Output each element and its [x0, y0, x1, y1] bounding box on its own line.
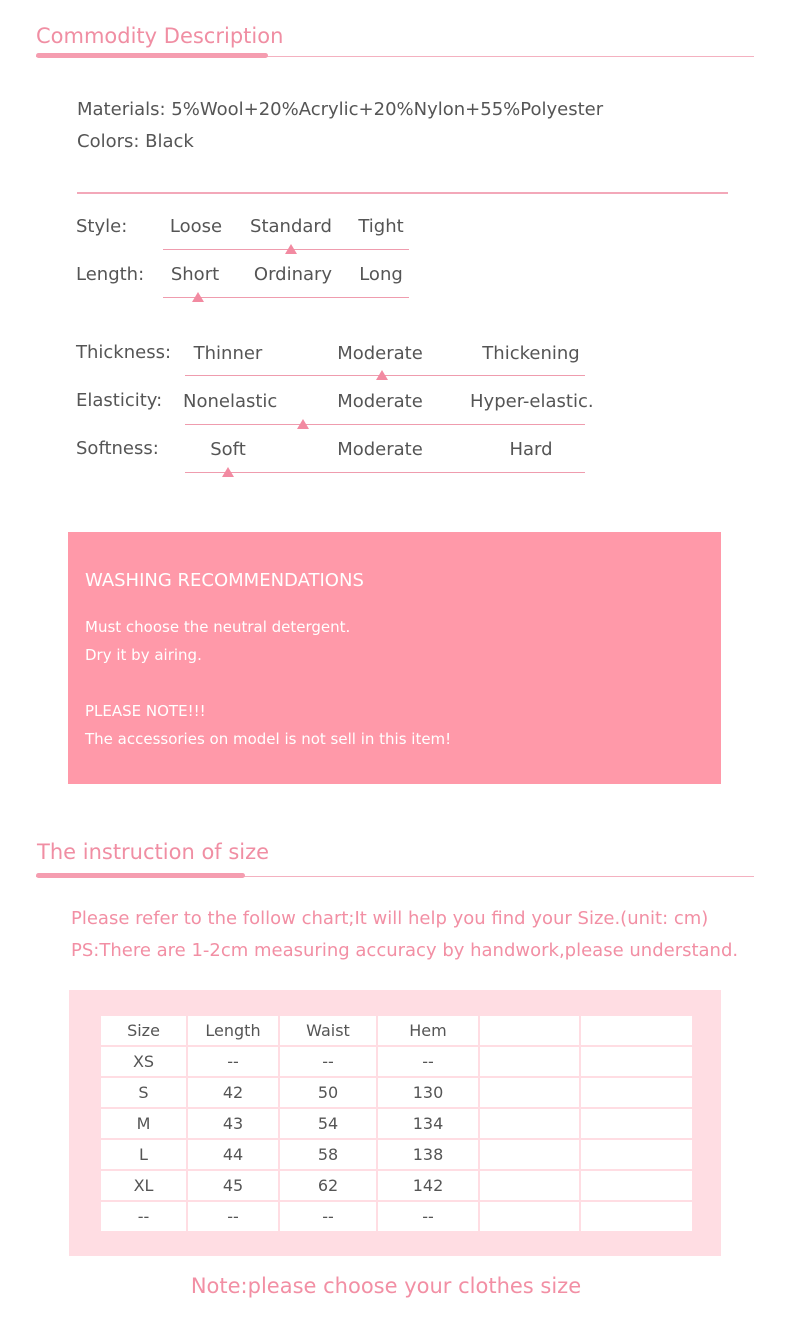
- washing-line-airing: Dry it by airing.: [85, 646, 202, 664]
- header-length: Length: [188, 1016, 278, 1045]
- washing-title: WASHING RECOMMENDATIONS: [85, 570, 364, 591]
- style-scale-marker: [285, 244, 297, 254]
- cell-waist: --: [280, 1202, 376, 1231]
- header-waist: Waist: [280, 1016, 376, 1045]
- softness-option-soft: Soft: [210, 439, 246, 460]
- size-instruction-line: Please refer to the follow chart;It will help you find your Size.(unit: cm): [71, 908, 709, 929]
- cell-length: 45: [188, 1171, 278, 1200]
- cell-empty: [581, 1202, 692, 1231]
- elasticity-option-moderate: Moderate: [337, 391, 423, 412]
- length-option-long: Long: [359, 264, 403, 285]
- cell-hem: 142: [378, 1171, 478, 1200]
- cell-length: 44: [188, 1140, 278, 1169]
- style-option-tight: Tight: [358, 216, 404, 237]
- cell-empty: [480, 1140, 579, 1169]
- colors-text: Colors: Black: [77, 131, 194, 152]
- size-table: [99, 1014, 694, 1233]
- description-divider: [77, 192, 728, 194]
- elasticity-option-nonelastic: Nonelastic: [183, 391, 278, 412]
- cell-hem: 138: [378, 1140, 478, 1169]
- elasticity-option-hyper-elastic: Hyper-elastic.: [470, 391, 594, 412]
- softness-scale-line: [185, 472, 585, 473]
- size-table-panel: [69, 990, 721, 1256]
- softness-option-hard: Hard: [509, 439, 553, 460]
- table-row: [101, 1171, 692, 1200]
- elasticity-label: Elasticity:: [76, 390, 163, 411]
- table-row: [101, 1109, 692, 1138]
- choose-size-note: Note:please choose your clothes size: [190, 1274, 582, 1298]
- cell-hem: 134: [378, 1109, 478, 1138]
- cell-hem: --: [378, 1202, 478, 1231]
- elasticity-scale-marker: [297, 419, 309, 429]
- thickness-label: Thickness:: [76, 342, 172, 363]
- cell-size: L: [101, 1140, 186, 1169]
- softness-scale-marker: [222, 467, 234, 477]
- style-option-standard: Standard: [250, 216, 332, 237]
- cell-empty: [480, 1047, 579, 1076]
- cell-empty: [480, 1078, 579, 1107]
- size-accuracy-note: PS:There are 1-2cm measuring accuracy by handwork,please understand.: [71, 940, 739, 961]
- softness-label: Softness:: [76, 438, 159, 459]
- section-title-size: The instruction of size: [37, 840, 270, 864]
- length-option-ordinary: Ordinary: [253, 264, 333, 285]
- materials-text: Materials: 5%Wool+20%Acrylic+20%Nylon+55%Polyester: [77, 99, 604, 120]
- cell-empty: [581, 1109, 692, 1138]
- cell-hem: 130: [378, 1078, 478, 1107]
- cell-empty: [581, 1047, 692, 1076]
- cell-waist: 62: [280, 1171, 376, 1200]
- thickness-option-moderate: Moderate: [337, 343, 423, 364]
- size-title-accent-bar: [36, 873, 245, 878]
- cell-waist: 50: [280, 1078, 376, 1107]
- cell-length: --: [188, 1047, 278, 1076]
- cell-empty: [480, 1109, 579, 1138]
- style-label: Style:: [76, 216, 128, 237]
- section-title-commodity: Commodity Description: [36, 24, 284, 48]
- cell-size: XL: [101, 1171, 186, 1200]
- style-option-loose: Loose: [169, 216, 223, 237]
- cell-waist: 54: [280, 1109, 376, 1138]
- cell-empty: [581, 1078, 692, 1107]
- thickness-option-thinner: Thinner: [193, 343, 263, 364]
- cell-size: XS: [101, 1047, 186, 1076]
- table-row: [101, 1140, 692, 1169]
- length-scale-marker: [192, 292, 204, 302]
- cell-size: S: [101, 1078, 186, 1107]
- cell-empty: [480, 1202, 579, 1231]
- header-empty-1: [480, 1016, 579, 1045]
- length-label: Length:: [76, 264, 145, 285]
- header-empty-2: [581, 1016, 692, 1045]
- cell-empty: [480, 1171, 579, 1200]
- cell-length: 42: [188, 1078, 278, 1107]
- thickness-option-thickening: Thickening: [482, 343, 580, 364]
- table-header-row: [101, 1016, 692, 1045]
- cell-waist: --: [280, 1047, 376, 1076]
- table-row: [101, 1202, 692, 1231]
- section-title-accent-bar: [36, 53, 268, 58]
- washing-recommendations-box: [68, 532, 721, 784]
- header-hem: Hem: [378, 1016, 478, 1045]
- table-row: [101, 1047, 692, 1076]
- cell-hem: --: [378, 1047, 478, 1076]
- cell-length: 43: [188, 1109, 278, 1138]
- cell-waist: 58: [280, 1140, 376, 1169]
- table-row: [101, 1078, 692, 1107]
- washing-line-detergent: Must choose the neutral detergent.: [85, 618, 351, 636]
- elasticity-scale-line: [185, 424, 585, 425]
- washing-note-text: The accessories on model is not sell in this item!: [85, 730, 452, 748]
- cell-size: --: [101, 1202, 186, 1231]
- length-option-short: Short: [170, 264, 220, 285]
- cell-length: --: [188, 1202, 278, 1231]
- cell-empty: [581, 1140, 692, 1169]
- cell-empty: [581, 1171, 692, 1200]
- header-size: Size: [101, 1016, 186, 1045]
- thickness-scale-marker: [376, 370, 388, 380]
- softness-option-moderate: Moderate: [337, 439, 423, 460]
- cell-size: M: [101, 1109, 186, 1138]
- washing-note-title: PLEASE NOTE!!!: [85, 702, 206, 720]
